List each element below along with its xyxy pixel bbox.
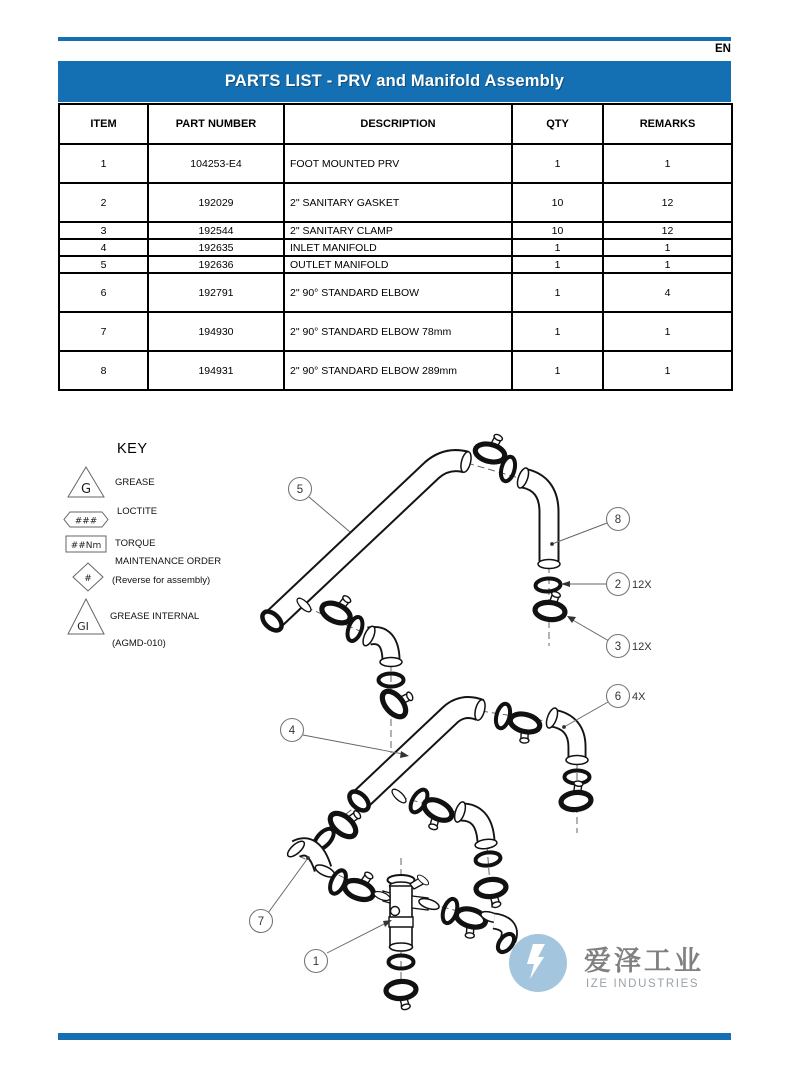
svg-text:4X: 4X (632, 691, 646, 703)
table-row: 3 192544 2" SANITARY CLAMP 10 12 (59, 222, 732, 239)
svg-text:7: 7 (257, 916, 265, 928)
col-qty: QTY (512, 104, 603, 144)
key-sublabel-maintenance-order: (Reverse for assembly) (112, 575, 211, 586)
table-row: 2 192029 2" SANITARY GASKET 10 12 (59, 183, 732, 222)
svg-text:2: 2 (614, 579, 622, 591)
callout-8 (607, 508, 630, 531)
title-bar (58, 61, 731, 102)
callout-3 (607, 635, 653, 658)
grease-symbol-icon (66, 465, 106, 499)
outlet-manifold-assembly (259, 432, 567, 721)
svg-text:12X: 12X (632, 641, 652, 653)
table-row: 1 104253-E4 FOOT MOUNTED PRV 1 1 (59, 144, 732, 183)
col-item: ITEM (59, 104, 148, 144)
page-title: PARTS LIST - PRV and Manifold Assembly (224, 72, 565, 90)
col-part-number: PART NUMBER (148, 104, 284, 144)
key-label-maintenance-order: MAINTENANCE ORDER (115, 556, 222, 567)
key-sublabel-grease-internal: (AGMD-010) (112, 638, 166, 649)
svg-text:GI: GI (77, 620, 89, 633)
parts-table (58, 103, 733, 391)
svg-text:##Nm: ##Nm (70, 541, 102, 551)
watermark-logo (509, 934, 567, 992)
svg-text:6: 6 (614, 691, 622, 703)
maintenance-order-symbol-icon (72, 562, 104, 592)
sanitary-clamp (559, 779, 592, 811)
loctite-symbol-icon (63, 511, 109, 528)
grease-internal-symbol-icon (66, 597, 106, 637)
key-label-grease: GREASE (115, 477, 155, 488)
callout-1 (305, 950, 328, 973)
clamp-item-3 (534, 589, 567, 621)
key-label-loctite: LOCTITE (117, 506, 158, 517)
table-header-row (59, 104, 732, 144)
svg-text:###: ### (74, 516, 98, 527)
table-row: 7 194930 2" 90° STANDARD ELBOW 78mm 1 1 (59, 312, 732, 351)
watermark-text-en: IZE INDUSTRIES (586, 978, 700, 990)
branch-stub (390, 787, 408, 805)
bottom-rule (58, 1033, 731, 1040)
table-row: 4 192635 INLET MANIFOLD 1 1 (59, 239, 732, 256)
svg-text:3: 3 (614, 641, 622, 653)
col-description: DESCRIPTION (284, 104, 512, 144)
top-rule (58, 37, 731, 41)
svg-text:5: 5 (296, 484, 304, 496)
svg-text:1: 1 (312, 956, 320, 968)
callout-2 (607, 573, 653, 596)
gasket-item-2 (535, 578, 561, 593)
inlet-manifold-assembly (285, 699, 592, 910)
svg-text:G: G (80, 482, 92, 497)
key-label-grease-internal: GREASE INTERNAL (110, 611, 200, 622)
key-title: KEY (117, 441, 148, 457)
svg-text:8: 8 (614, 514, 622, 526)
col-remarks: REMARKS (603, 104, 732, 144)
callout-5 (289, 478, 312, 501)
callout-4 (281, 719, 304, 742)
sanitary-clamp (505, 711, 541, 746)
sanitary-clamp (451, 906, 488, 942)
svg-text:12X: 12X (632, 579, 652, 591)
table-row: 5 192636 OUTLET MANIFOLD 1 1 (59, 256, 732, 273)
sanitary-clamp (342, 866, 380, 904)
table-row: 6 192791 2" 90° STANDARD ELBOW 1 4 (59, 273, 732, 312)
sanitary-clamp (385, 980, 417, 1011)
watermark-text-cn: 爱泽工业 (584, 946, 704, 976)
svg-text:4: 4 (288, 725, 296, 737)
sanitary-clamp (475, 878, 508, 910)
table-row: 8 194931 2" 90° STANDARD ELBOW 289mm 1 1 (59, 351, 732, 390)
callout-6 (607, 685, 647, 708)
language-label: EN (715, 43, 731, 55)
sanitary-clamp (415, 795, 455, 835)
key-label-torque: TORQUE (115, 538, 156, 549)
callout-7 (250, 910, 273, 933)
exploded-assembly-diagram (235, 432, 715, 1027)
svg-text:#: # (84, 574, 92, 584)
torque-symbol-icon (65, 535, 107, 553)
